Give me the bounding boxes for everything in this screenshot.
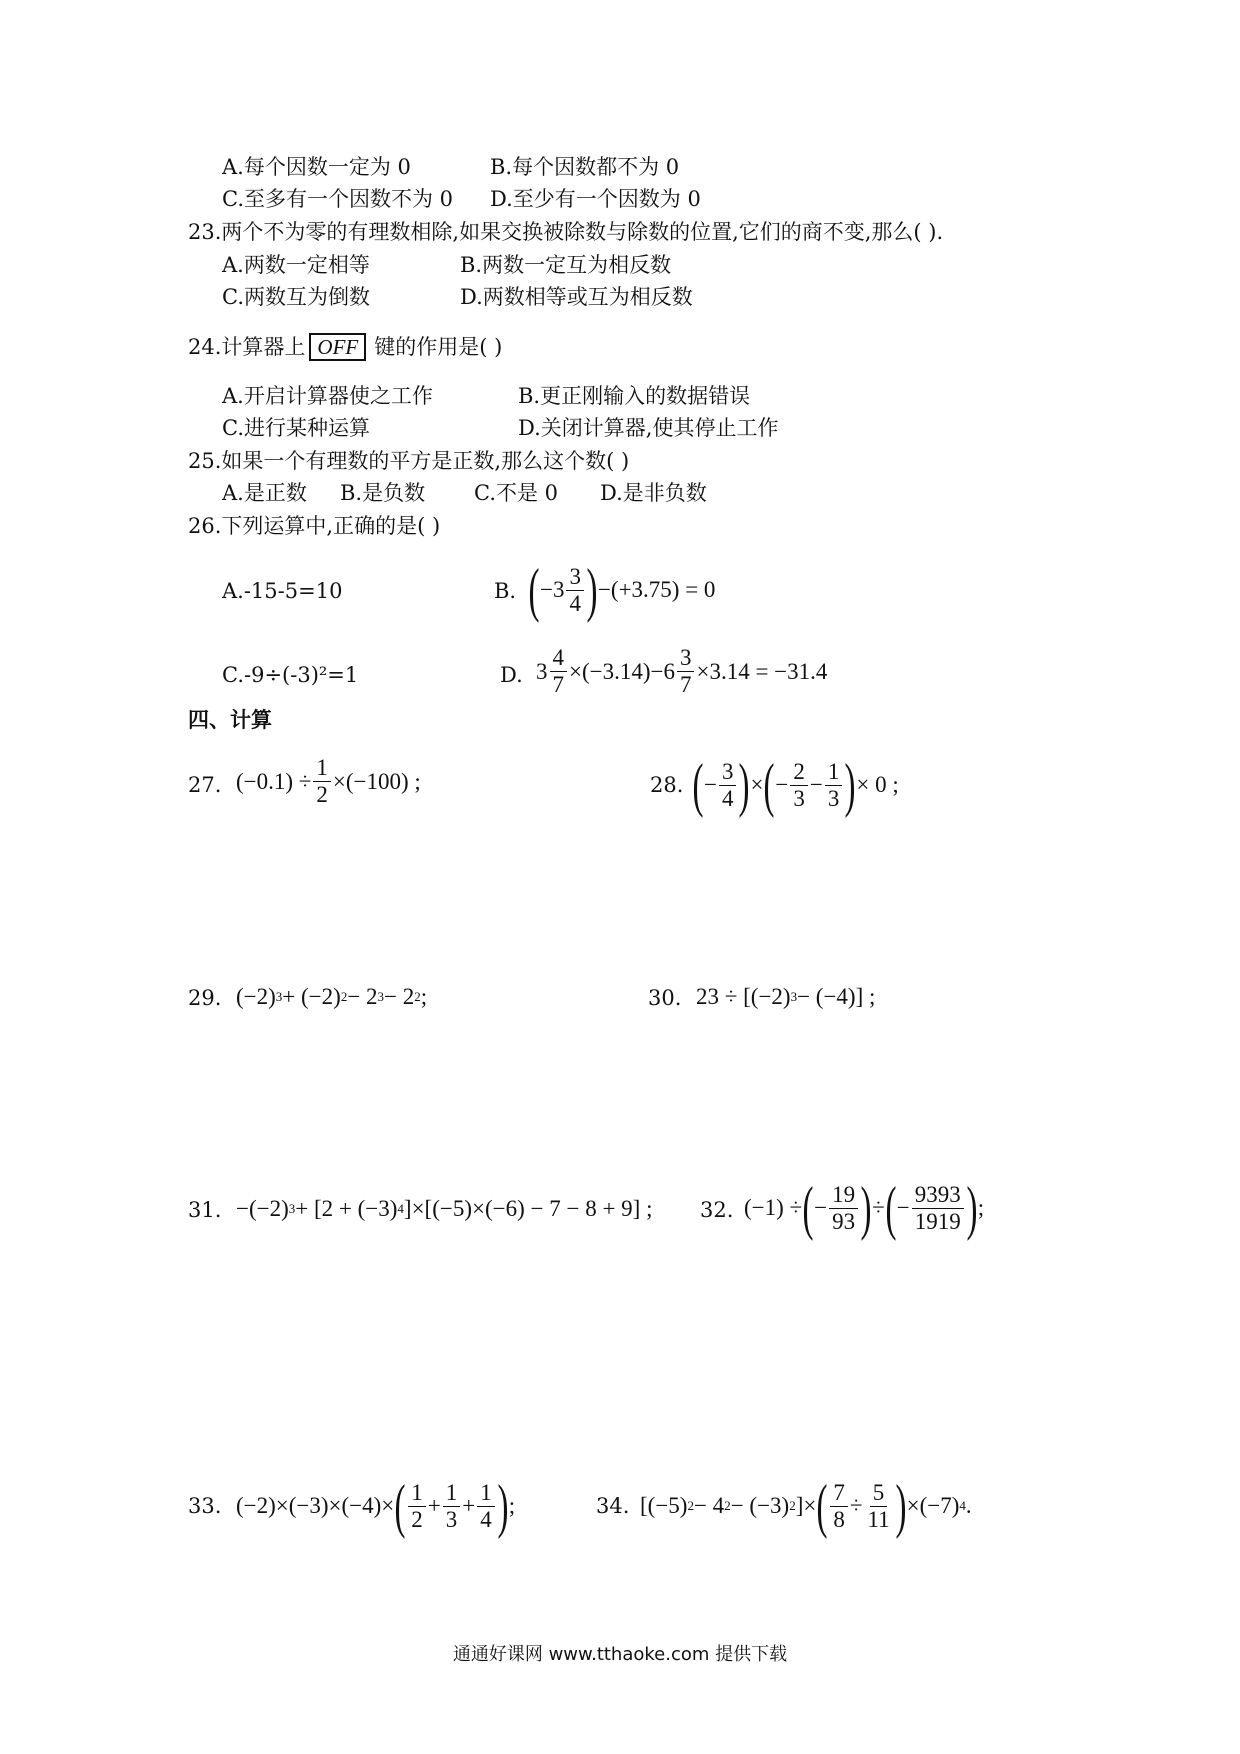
- q24-stem-post: 键的作用是( ): [374, 335, 503, 359]
- q26-option-b-expression: ( −3 $\frac{3}{4}$ ) −(+3.75) = 0: [528, 557, 716, 623]
- q23-option-a: A.两数一定相等: [222, 253, 370, 277]
- q23-stem: 23.两个不为零的有理数相除,如果交换被除数与除数的位置,它们的商不变,那么( ).: [188, 220, 944, 244]
- page-footer: 通通好课网 www.tthaoke.com 提供下载: [452, 1644, 788, 1665]
- q23-option-c: C.两数互为倒数: [222, 285, 370, 309]
- problem-33-number: 33.: [188, 1494, 222, 1518]
- problem-30-expression: 23 ÷ [(−2) 3 − (−4)] ;: [696, 984, 876, 1009]
- problem-30-number: 30.: [648, 986, 682, 1010]
- q25-option-a: A.是正数: [222, 481, 307, 505]
- off-key-icon: OFF: [309, 333, 366, 361]
- q25-stem: 25.如果一个有理数的平方是正数,那么这个数( ): [188, 449, 630, 473]
- q26-option-b-label: B.: [494, 579, 517, 603]
- problem-31-number: 31.: [188, 1198, 222, 1222]
- q24-stem: [188, 333, 502, 361]
- q24-option-c: C.进行某种运算: [222, 416, 370, 440]
- q25-option-b: B.是负数: [340, 481, 426, 505]
- q26-option-d-label: D.: [500, 663, 523, 687]
- q24-option-a: A.开启计算器使之工作: [222, 384, 433, 408]
- q22-option-b: B.每个因数都不为 0: [490, 155, 680, 179]
- q24-option-b: B.更正刚输入的数据错误: [518, 384, 751, 408]
- q22-option-c: C.至多有一个因数不为 0: [222, 187, 454, 211]
- q26-option-c: C.-9÷(-3)²=1: [222, 663, 359, 687]
- q23-option-b: B.两数一定互为相反数: [460, 253, 672, 277]
- section-heading: 四、计算: [188, 708, 272, 732]
- problem-33-expression: (−2)×(−3)×(−4)× ( $\frac{1}{2}$ + $\frac{1}{3}$ + $\frac{1}{4}$ ) ;: [236, 1473, 516, 1539]
- problem-28-number: 28.: [650, 773, 684, 797]
- q24-stem-pre: 24.计算器上: [188, 335, 306, 359]
- problem-32-number: 32.: [700, 1198, 734, 1222]
- problem-34-number: 34.: [596, 1494, 630, 1518]
- problem-29-number: 29.: [188, 986, 222, 1010]
- problem-32-expression: (−1) ÷ ( − $\frac{19}{93}$ ) ÷ ( − $\frac{9393}{1919}$ ) ;: [744, 1175, 985, 1241]
- q25-option-c: C.不是 0: [474, 481, 559, 505]
- problem-34-expression: [(−5) 2 − 4 2 − (−3) 2 ]× ( $\frac{7}{8}$ ÷ $\frac{5}{11}$ ) ×(−7) 4 .: [640, 1473, 972, 1539]
- problem-28-expression: ( − $\frac{3}{4}$ ) × ( − $\frac{2}{3}$ − $\frac{1}{3}$ ) × 0 ;: [692, 752, 899, 818]
- q23-option-d: D.两数相等或互为相反数: [460, 285, 693, 309]
- problem-31-expression: −(−2) 3 + [2 + (−3) 4 ]×[(−5)×(−6) − 7 − 8 + 9] ;: [236, 1196, 653, 1221]
- q22-option-d: D.至少有一个因数为 0: [490, 187, 701, 211]
- q26-option-d-expression: 3 $\frac{4}{7}$ ×(−3.14)−6 $\frac{3}{7}$ ×3.14 = −31.4: [536, 645, 828, 697]
- q25-option-d: D.是非负数: [600, 481, 707, 505]
- q26-option-a: A.-15-5=10: [222, 579, 343, 603]
- q22-option-a: A.每个因数一定为 0: [222, 155, 411, 179]
- problem-27-number: 27.: [188, 773, 222, 797]
- q24-option-d: D.关闭计算器,使其停止工作: [518, 416, 779, 440]
- problem-27-expression: (−0.1) ÷ $\frac{1}{2}$ ×(−100) ;: [236, 755, 421, 807]
- problem-29-expression: (−2) 3 + (−2) 2 − 2 3 − 2 2 ;: [236, 984, 428, 1009]
- q26-stem: 26.下列运算中,正确的是( ): [188, 514, 441, 538]
